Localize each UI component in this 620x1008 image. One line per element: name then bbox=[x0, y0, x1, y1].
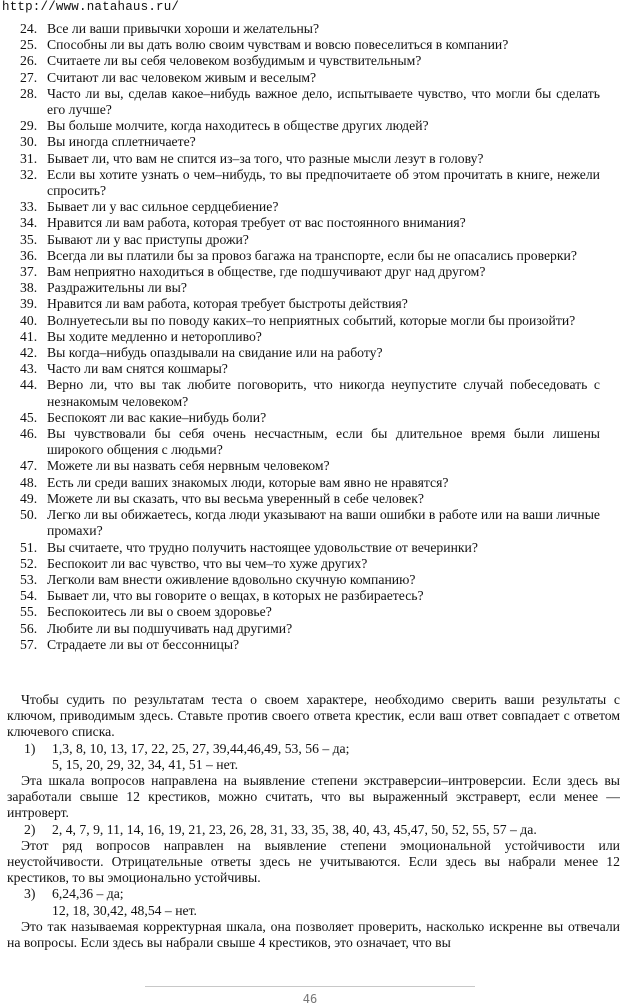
question-text: Часто ли вы, сделав какое–нибудь важное дело, испытываете чувство, что могли бы сделать его лучше? bbox=[47, 85, 600, 118]
question-number: 31. bbox=[20, 150, 38, 166]
question-number: 39. bbox=[20, 296, 38, 312]
question-item bbox=[20, 264, 620, 280]
footer-divider bbox=[145, 986, 475, 987]
question-number: 49. bbox=[20, 490, 38, 506]
question-item bbox=[20, 604, 620, 620]
key-yes-list: 2, 4, 7, 9, 11, 14, 16, 19, 21, 23, 26, 28, 31, 33, 35, 38, 40, 43, 45,47, 50, 52, 55, 57 – да. bbox=[52, 821, 537, 837]
question-text: Легко ли вы обижаетесь, когда люди указывают на ваши ошибки в работе или на ваши личные промахи? bbox=[47, 507, 600, 539]
question-text: Нравится ли вам работа, которая требует от вас постоянного внимания? bbox=[47, 215, 466, 231]
question-number: 32. bbox=[20, 166, 38, 182]
question-text: Волнуетесьли вы по поводу каких–то неприятных событий, которые могли бы произойти? bbox=[47, 312, 576, 328]
key-item-3 bbox=[24, 886, 620, 902]
question-text: Вы иногда сплетничаете? bbox=[47, 134, 196, 150]
question-item bbox=[20, 134, 620, 150]
question-number: 34. bbox=[20, 215, 38, 231]
key-no-list: 5, 15, 20, 29, 32, 34, 41, 51 – нет. bbox=[52, 756, 239, 772]
question-number: 30. bbox=[20, 134, 38, 150]
question-item bbox=[20, 296, 620, 312]
key-yes-list: 1,3, 8, 10, 13, 17, 22, 25, 27, 39,44,46,49, 53, 56 – да; bbox=[52, 740, 350, 756]
question-text: Вы считаете, что трудно получить настоящее удовольствие от вечеринки? bbox=[47, 539, 478, 555]
question-item bbox=[20, 637, 620, 653]
question-item bbox=[20, 329, 620, 345]
question-number: 51. bbox=[20, 539, 38, 555]
key-no-list: 12, 18, 30,42, 48,54 – нет. bbox=[52, 902, 197, 918]
key-yes-list: 6,24,36 – да; bbox=[52, 886, 124, 902]
question-number: 33. bbox=[20, 199, 38, 215]
question-item bbox=[20, 507, 620, 539]
question-number: 40. bbox=[20, 312, 38, 328]
key-item-2 bbox=[24, 822, 620, 838]
question-number: 36. bbox=[20, 247, 38, 263]
question-item bbox=[20, 313, 620, 329]
question-text: Страдаете ли вы от бессонницы? bbox=[47, 636, 240, 652]
question-text: Легколи вам внести оживление вдовольно скучную компанию? bbox=[47, 571, 416, 587]
question-text: Бывает ли, что вы говорите о вещах, в которых не разбираетесь? bbox=[47, 588, 424, 604]
question-number: 56. bbox=[20, 620, 38, 636]
question-item bbox=[20, 248, 620, 264]
question-number: 42. bbox=[20, 345, 38, 361]
question-text: Способны ли вы дать волю своим чувствам и вовсю повеселиться в компании? bbox=[47, 37, 509, 53]
question-text: Все ли ваши привычки хороши и желательны? bbox=[47, 21, 320, 36]
question-number: 37. bbox=[20, 264, 38, 280]
question-text: Любите ли вы подшучивать над другими? bbox=[47, 620, 293, 636]
question-text: Есть ли среди ваших знакомых люди, которые вам явно не нравятся? bbox=[47, 474, 449, 490]
question-number: 47. bbox=[20, 458, 38, 474]
key-item-1 bbox=[24, 741, 620, 757]
question-number: 55. bbox=[20, 604, 38, 620]
question-list bbox=[20, 21, 620, 653]
question-number: 57. bbox=[20, 636, 38, 652]
question-text: Бывает ли у вас сильное сердцебиение? bbox=[47, 199, 279, 215]
question-number: 25. bbox=[20, 37, 38, 53]
question-item bbox=[20, 199, 620, 215]
results-intro: Чтобы судить по результатам теста о своем характере, необходимо сверить ваши результаты с ключом, приводимым здесь. Ставьте против своего ответа крестик, если ваш ответ совпадает с ответом ключевого списка. bbox=[7, 692, 620, 740]
question-number: 41. bbox=[20, 328, 38, 344]
question-item bbox=[20, 588, 620, 604]
question-text: Бывают ли у вас приступы дрожи? bbox=[47, 231, 249, 247]
question-item bbox=[20, 458, 620, 474]
question-number: 35. bbox=[20, 231, 38, 247]
question-item bbox=[20, 426, 620, 458]
question-text: Беспокоит ли вас чувство, что вы чем–то хуже других? bbox=[47, 555, 368, 571]
question-item bbox=[20, 540, 620, 556]
key-number: 1) bbox=[24, 740, 36, 756]
question-text: Всегда ли вы платили бы за провоз багажа на транспорте, если бы не опасались проверки? bbox=[47, 247, 577, 263]
question-item bbox=[20, 475, 620, 491]
question-number: 29. bbox=[20, 118, 38, 134]
question-number: 54. bbox=[20, 588, 38, 604]
question-item bbox=[20, 215, 620, 231]
question-text: Беспокоитесь ли вы о своем здоровье? bbox=[47, 604, 272, 620]
question-text: Вы больше молчите, когда находитесь в обществе других людей? bbox=[47, 118, 429, 134]
question-text: Вы когда–нибудь опаздывали на свидание или на работу? bbox=[47, 345, 383, 361]
question-number: 45. bbox=[20, 409, 38, 425]
question-text: Считаете ли вы себя человеком возбудимым и чувствительным? bbox=[47, 53, 422, 69]
question-text: Беспокоят ли вас какие–нибудь боли? bbox=[47, 409, 267, 425]
source-url: http://www.natahaus.ru/ bbox=[2, 0, 180, 14]
question-text: Вам неприятно находиться в обществе, где подшучивают друг над другом? bbox=[47, 264, 486, 280]
question-item bbox=[20, 280, 620, 296]
key-number: 3) bbox=[24, 886, 36, 902]
question-item bbox=[20, 572, 620, 588]
question-text: Можете ли вы назвать себя нервным человеком? bbox=[47, 458, 330, 474]
key-number: 2) bbox=[24, 821, 36, 837]
question-number: 46. bbox=[20, 426, 38, 442]
question-item bbox=[20, 377, 620, 409]
question-item bbox=[20, 70, 620, 86]
question-text: Можете ли вы сказать, что вы весьма уверенный в себе человек? bbox=[47, 490, 424, 506]
question-item bbox=[20, 345, 620, 361]
question-item bbox=[20, 410, 620, 426]
question-text: Вы чувствовали бы себя очень несчастным, если бы длительное время были лишены широкого общения с людьми? bbox=[47, 426, 600, 458]
question-text: Нравится ли вам работа, которая требует быстроты действия? bbox=[47, 296, 408, 312]
question-number: 27. bbox=[20, 69, 38, 85]
question-text: Часто ли вам снятся кошмары? bbox=[47, 361, 228, 377]
question-item bbox=[20, 53, 620, 69]
question-text: Бывает ли, что вам не спится из–за того, что разные мысли лезут в голову? bbox=[47, 150, 484, 166]
question-number: 53. bbox=[20, 571, 38, 587]
question-item bbox=[20, 621, 620, 637]
question-number: 28. bbox=[20, 85, 38, 101]
question-number: 26. bbox=[20, 53, 38, 69]
question-number: 24. bbox=[20, 21, 38, 36]
page-number: 46 bbox=[302, 992, 318, 1006]
question-number: 48. bbox=[20, 474, 38, 490]
question-item bbox=[20, 151, 620, 167]
question-text: Верно ли, что вы так любите поговорить, что никогда неупустите случай побеседовать с незнакомым человеком? bbox=[47, 377, 600, 409]
question-item bbox=[20, 556, 620, 572]
question-number: 44. bbox=[20, 377, 38, 393]
scale-description: Это так называемая корректурная шкала, она позволяет проверить, насколько искренне вы отвечали на вопросы. Если здесь вы набрали свыше 4 крестиков, это означает, что вы bbox=[7, 918, 620, 951]
question-item bbox=[20, 232, 620, 248]
question-text: Вы ходите медленно и неторопливо? bbox=[47, 328, 262, 344]
question-text: Раздражительны ли вы? bbox=[47, 280, 187, 296]
scale-description: Этот ряд вопросов направлен на выявление степени эмоциональной устойчивости или неустойчивости. Отрицательные ответы здесь не учитываются. Если здесь вы набрали менее 12 крестиков, то вы эмоционально устойчивы. bbox=[7, 837, 620, 886]
question-item bbox=[20, 118, 620, 134]
question-number: 38. bbox=[20, 280, 38, 296]
question-item bbox=[20, 361, 620, 377]
question-number: 43. bbox=[20, 361, 38, 377]
question-number: 50. bbox=[20, 507, 38, 523]
scale-description: Эта шкала вопросов направлена на выявление степени экстраверсии–интроверсии. Если здесь вы заработали свыше 12 крестиков, можно считать, что вы выраженный экстраверт, если менее — интроверт. bbox=[7, 773, 620, 821]
question-text: Считают ли вас человеком живым и веселым? bbox=[47, 69, 317, 85]
question-item bbox=[20, 21, 620, 37]
question-item bbox=[20, 167, 620, 199]
question-item bbox=[20, 86, 620, 118]
results-section bbox=[7, 692, 620, 951]
question-number: 52. bbox=[20, 555, 38, 571]
question-text: Если вы хотите узнать о чем–нибудь, то вы предпочитаете об этом прочитать в книге, нежели спросить? bbox=[47, 166, 600, 199]
question-item bbox=[20, 37, 620, 53]
question-item bbox=[20, 491, 620, 507]
